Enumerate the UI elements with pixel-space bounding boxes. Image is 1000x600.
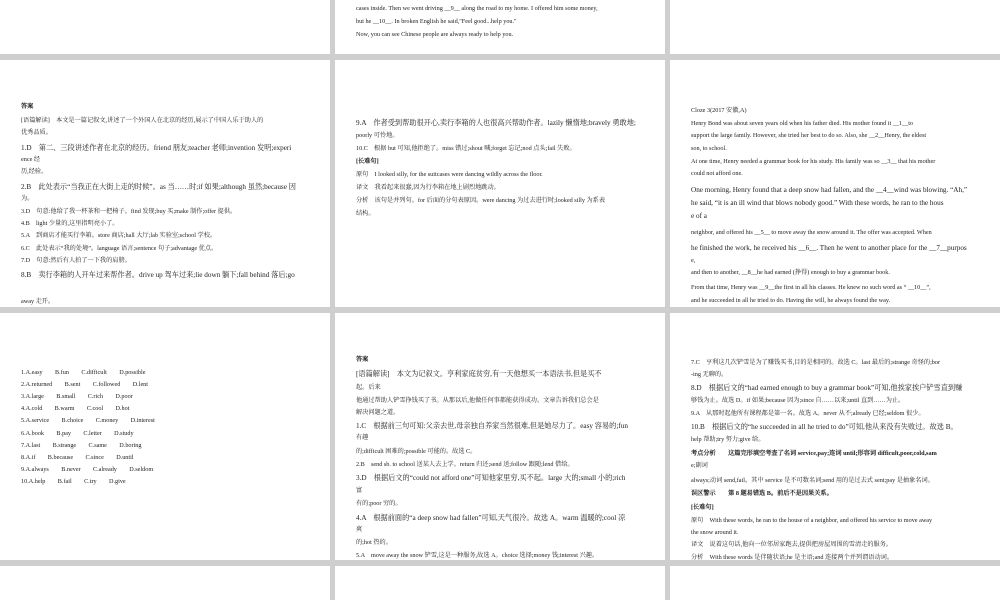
text-line: [语篇解读] 本文为记叙文。亨利家庭贫穷,有一天他想买一本语法书,但是买不 bbox=[356, 370, 602, 378]
text-line: 历,经验。 bbox=[21, 168, 48, 175]
text-line: and then to another, __8__he had earned (挣得) enough to buy a grammar book. bbox=[691, 269, 890, 276]
text-line: 富 bbox=[356, 487, 363, 494]
text-line: he said, “it is an ill wind that blows nobody good.” With these words, he ran to the hous bbox=[691, 199, 944, 207]
text-line: 6.A.book B.pay C.letter D.study bbox=[21, 430, 134, 437]
text-line: 9.A 从那时起他所有课程都是第一名。故选 A。never 从不;already 已经;seldom 很少。 bbox=[691, 410, 925, 417]
text-line: help 帮助;try 努力;give 给。 bbox=[691, 436, 765, 443]
text-line: Cloze 3(2017 安徽,A) bbox=[691, 107, 747, 114]
text-line: 10.B 根据后文的“he succeeded in all he tried to do”可知,他从来没有失败过。故选 B。 bbox=[691, 423, 958, 431]
text-line: 2.A.returned B.sent C.followed D.lent bbox=[21, 381, 148, 388]
text-line: 的;hot 热的。 bbox=[356, 539, 392, 546]
text-line: 为。 bbox=[21, 195, 34, 202]
text-line: 8.D 根据后文的“had earned enough to buy a grammar book”可知,他挨家挨户铲雪直到赚 bbox=[691, 384, 963, 392]
text-line: 4.A 根据前面的“a deep snow had fallen”可知,天气很冷。故选 A。warm 温暖的;cool 凉 bbox=[356, 514, 626, 522]
text-line: 分析 该句是并列句。for 后面的分句表原因。were dancing 为过去进行时;looked silly 为系表 bbox=[356, 197, 606, 204]
text-line: ence 经 bbox=[21, 156, 41, 163]
text-line: 3.D 句意:他给了我一杯茶和一把椅子。find 发现;buy 买;make 制作;offer 提供。 bbox=[21, 208, 237, 215]
text-line: neighbor, and offered his __5__ to move away the snow around it. The offer was accepted. When bbox=[691, 229, 932, 236]
text-line: he finished the work, he received his __6__. Then he went to another place for the __7__purpos bbox=[691, 244, 967, 252]
page-bottom-middle bbox=[335, 566, 665, 600]
page-answer-1 bbox=[0, 60, 330, 307]
page-answer-3 bbox=[335, 313, 665, 560]
text-line: 考点分析 这篇完形填空考查了名词 service,pay;连词 until;形容词 difficult,poor,cold,sam bbox=[691, 450, 937, 457]
text-line: One morning, Henry found that a deep snow had fallen, and the __4__wind was blowing. “Ah,” bbox=[691, 186, 968, 194]
text-line: son, to school. bbox=[691, 145, 727, 152]
text-line: [长难句] bbox=[356, 158, 379, 165]
text-line: 原句 I looked silly, for the suitcases were dancing wildly across the floor. bbox=[356, 171, 543, 178]
text-line: 分析 With these words 是伴随状语;he 是主语;and 连接两个并列谓语动词。 bbox=[691, 554, 894, 560]
text-line: 原句 With these words, he ran to the house of a neighbor, and offered his service to move away bbox=[691, 517, 933, 524]
answer-title: 答案 bbox=[356, 356, 369, 363]
text-line: and he succeeded in all he tried to do. Having the will, he always found the way. bbox=[691, 297, 891, 304]
text-line: but he __10__. In broken English he said,"Feel good...help you." bbox=[356, 18, 517, 25]
text-line: 7.A.last B.strange C.same D.boring bbox=[21, 442, 142, 449]
text-line: From that time, Henry was __9__the first in all his classes. He knew no such word as “ __10__”, bbox=[691, 284, 931, 291]
text-line: 起。后来 bbox=[356, 384, 381, 391]
text-line: 的;difficult 困难的;possible 可能的。故选 C。 bbox=[356, 448, 477, 455]
text-line: 有趣 bbox=[356, 434, 369, 441]
page-top-left bbox=[0, 0, 330, 54]
text-line: 8.B 卖行李箱的人开车过来帮作者。drive up 驾车过来;lie down 躺下;fall behind 落后;go bbox=[21, 271, 295, 279]
page-bottom-right bbox=[670, 566, 1000, 600]
page-cloze-passage bbox=[670, 60, 1000, 307]
text-line: 9.A 作者受到帮助很开心,卖行李箱的人也很高兴帮助作者。lazily 懒惰地;bravely 勇敢地; bbox=[356, 119, 636, 127]
text-line: 8.A.if B.because C.since D.until bbox=[21, 454, 134, 461]
text-line: support the large family. However, she tried her best to do so. Also, she __2__Henry, the eldest bbox=[691, 132, 927, 139]
text-line: 10.A.help B.fail C.try D.give bbox=[21, 478, 126, 485]
text-line: 误区警示 第 8 题易错选 B。前后不是因果关系。 bbox=[691, 490, 833, 497]
text-line: 结构。 bbox=[356, 210, 375, 217]
text-line: 够钱为止。故选 D。if 如果;because 因为;since 自……以来;until 直到……为止。 bbox=[691, 397, 905, 404]
text-line: 7.C 亨利这几次铲雪是为了赚钱买书,目的是相同的。故选 C。last 最后的;strange 奇怪的;bor bbox=[691, 359, 941, 366]
page-bottom-left bbox=[0, 566, 330, 600]
text-line: 3.A.large B.small C.rich D.poor bbox=[21, 393, 133, 400]
text-line: poorly 可怜地。 bbox=[356, 132, 399, 139]
text-line: 爽 bbox=[356, 526, 363, 533]
text-line: 4.B light 少量的,这里指明亮小了。 bbox=[21, 220, 119, 227]
text-line: 7.D 句意:然后有人拍了一下我的肩膀。 bbox=[21, 257, 131, 264]
text-line: the snow around it. bbox=[691, 529, 739, 536]
text-line: 1.C 根据前三句可知:父亲去世,母亲独自养家当然很难,但是她尽力了。easy 容易的;fun bbox=[356, 422, 628, 430]
text-line: e of a bbox=[691, 212, 707, 220]
text-line: cases inside. Then we went driving __9__ along the road to my home. I offered him some money, bbox=[356, 5, 598, 12]
text-line: Henry Bond was about seven years old when his father died. His mother found it __1__to bbox=[691, 120, 914, 127]
text-line: 10.C 根据 but 可知,他拒绝了。miss 错过;shout 喊;forget 忘记;nod 点头;fail 失败。 bbox=[356, 145, 576, 152]
page-answer-4 bbox=[670, 313, 1000, 560]
page-answer-2 bbox=[335, 60, 665, 307]
page-top-right bbox=[670, 0, 1000, 54]
text-line: e;副词 bbox=[691, 462, 708, 469]
text-line: 1.A.easy B.fun C.difficult D.possible bbox=[21, 369, 146, 376]
text-line: Now, you can see Chinese people are always ready to help you. bbox=[356, 31, 514, 38]
text-line: 译文 我看起来很蠢,因为行李箱在地上剧烈地跳动。 bbox=[356, 184, 500, 191]
text-line: 1.D 第二、三段讲述作者在北京的经历。friend 朋友;teacher 老师;invention 发明;experi bbox=[21, 144, 292, 152]
page-top-middle bbox=[335, 0, 665, 54]
text-line: [长难句] bbox=[691, 504, 714, 511]
text-line: 优秀品质。 bbox=[21, 129, 52, 136]
text-line: 3.D 根据后文的“could not afford one”可知他家里穷,买不起。large 大的;small 小的;rich bbox=[356, 474, 626, 482]
text-line: 6.C 此处表示“我的处境”。language 语言;sentence 句子;advantage 优点。 bbox=[21, 245, 218, 252]
answer-title: 答案 bbox=[21, 103, 34, 110]
text-line: 2.B 此处表示“当我正在大街上走的时候”。as 当……时;if 如果;although 虽然;because 因 bbox=[21, 183, 296, 191]
text-line: 5.A move away the snow 铲雪,这是一种服务,故选 A。choice 选择;money 钱;interest 兴趣。 bbox=[356, 552, 599, 559]
text-line: 5.A 到商店才能买行李箱。store 商店;hall 大厅;lab 实验室;school 学校。 bbox=[21, 232, 217, 239]
text-line: 9.A.always B.never C.already D.seldom bbox=[21, 466, 154, 473]
text-line: 4.A.cold B.warm C.cool D.hot bbox=[21, 405, 130, 412]
text-line: 他通过帮助人铲雪挣钱买了书。从那以后,他做任何事都能获得成功。文章告诉我们总会是 bbox=[356, 397, 599, 404]
page-options bbox=[0, 313, 330, 560]
text-line: At one time, Henry needed a grammar book for his study. His family was so __3__ that his mother bbox=[691, 158, 936, 165]
text-line: 5.A.service B.choice C.money D.interest bbox=[21, 417, 155, 424]
text-line: could not afford one. bbox=[691, 170, 743, 177]
text-line: 有的;poor 穷的。 bbox=[356, 500, 402, 507]
text-line: e, bbox=[691, 257, 696, 264]
text-line: 2.B send sb. to school 送某人去上学。return 归还;send 送;follow 跟随;lend 借给。 bbox=[356, 461, 574, 468]
text-line: 解决问题之道。 bbox=[356, 409, 400, 416]
text-line: away 走开。 bbox=[21, 298, 55, 305]
text-line: [语篇解读] 本文是一篇记叙文,讲述了一个外国人在北京的经历,展示了中国人乐于助人的 bbox=[21, 117, 264, 124]
text-line: -ing 无聊的。 bbox=[691, 371, 728, 378]
text-line: always;动词 send,fail。其中 service 是不可数名词;send 用的是过去式 sent;pay 是抽象名词。 bbox=[691, 477, 934, 484]
text-line: 译文 说着这句话,他向一位邻居家跑去,提供把房屋周围的雪清走的服务。 bbox=[691, 541, 893, 548]
